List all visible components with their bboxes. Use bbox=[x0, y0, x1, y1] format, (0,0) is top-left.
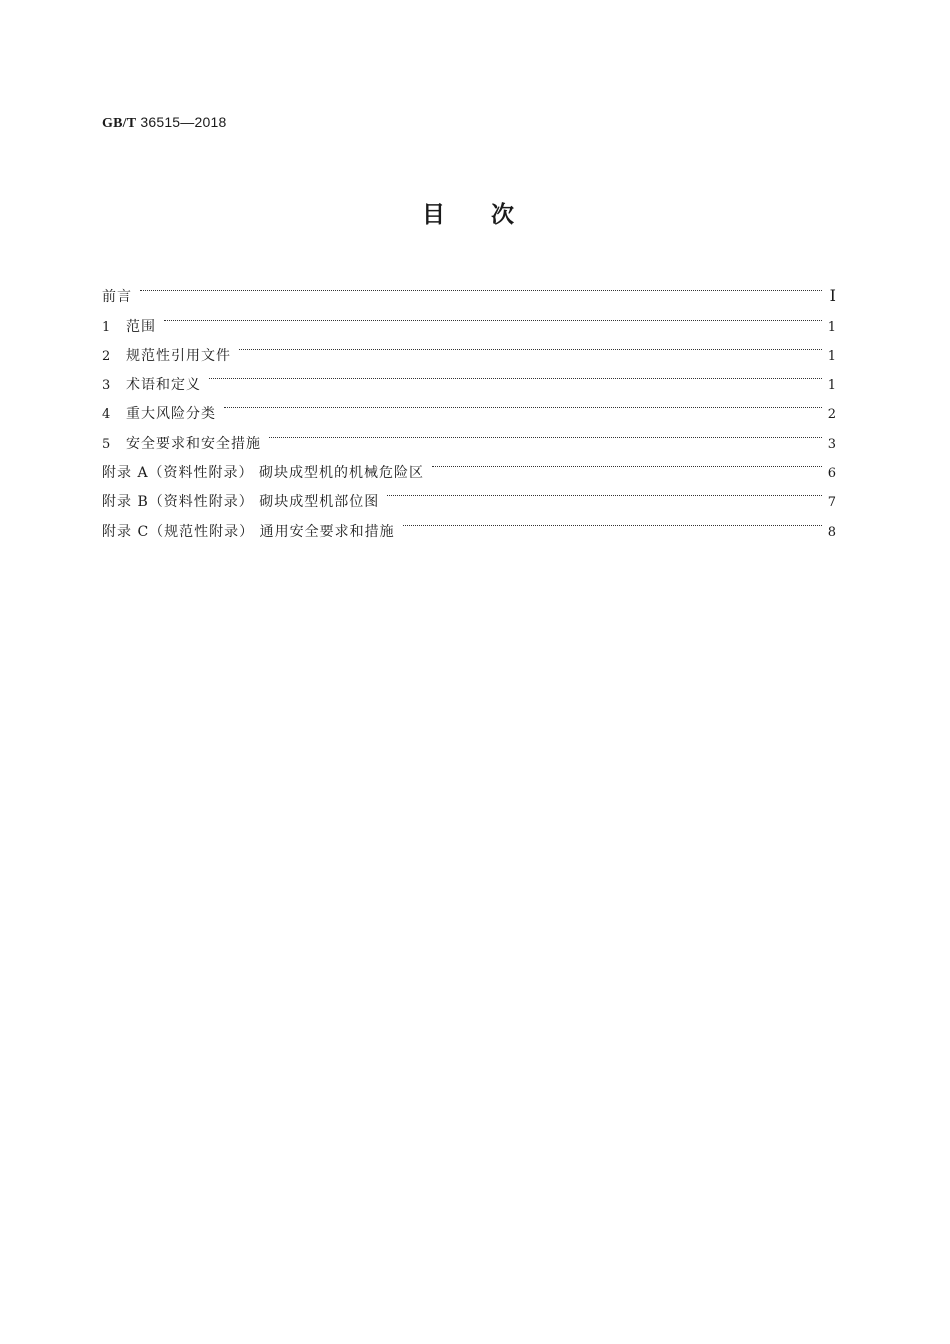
toc-entry-page: 6 bbox=[827, 466, 836, 482]
toc-entry-page: 7 bbox=[827, 495, 836, 511]
toc-entry-label: 规范性引用文件 bbox=[126, 347, 231, 364]
toc-title-char-2: 次 bbox=[491, 202, 514, 228]
toc-entry-page: Ⅰ bbox=[829, 286, 836, 306]
toc-title bbox=[0, 196, 936, 229]
toc-entry-number: 4 bbox=[102, 407, 111, 423]
toc-leader-dots bbox=[432, 448, 822, 477]
toc-entry-label: 附录 C（规范性附录） 通用安全要求和措施 bbox=[102, 523, 395, 540]
toc-entry-number: 3 bbox=[102, 378, 111, 394]
toc-leader-dots bbox=[387, 477, 822, 506]
toc-entry-label: 范围 bbox=[126, 318, 156, 335]
toc-entry-page: 8 bbox=[827, 524, 836, 540]
toc-entry-label: 附录 B（资料性附录） 砌块成型机部位图 bbox=[102, 494, 380, 511]
toc-entry-label: 前言 bbox=[102, 289, 132, 306]
toc-leader-dots bbox=[164, 301, 822, 330]
toc-entry-major-risk-classification[interactable] bbox=[102, 389, 836, 423]
toc-title-char-1: 目 bbox=[422, 202, 445, 228]
toc-entry-page: 2 bbox=[827, 407, 836, 423]
table-of-contents bbox=[102, 272, 836, 540]
standard-code bbox=[102, 114, 226, 132]
toc-entry-scope[interactable] bbox=[102, 301, 836, 335]
toc-entry-preface[interactable] bbox=[102, 272, 836, 306]
standard-prefix: GB/T bbox=[102, 116, 137, 131]
toc-entry-label: 术语和定义 bbox=[126, 377, 201, 394]
toc-entry-page: 1 bbox=[827, 348, 836, 364]
toc-entry-number: 1 bbox=[102, 319, 111, 335]
standard-number: 36515—2018 bbox=[140, 114, 227, 130]
toc-leader-dots bbox=[239, 331, 822, 360]
toc-entry-page: 3 bbox=[827, 436, 836, 452]
toc-leader-dots bbox=[140, 272, 822, 301]
toc-leader-dots bbox=[403, 506, 822, 535]
toc-entry-label: 安全要求和安全措施 bbox=[126, 435, 261, 452]
toc-leader-dots bbox=[209, 360, 822, 389]
toc-leader-dots bbox=[269, 418, 822, 447]
toc-entry-page: 1 bbox=[827, 378, 836, 394]
toc-entry-number: 2 bbox=[102, 348, 111, 364]
toc-entry-number: 5 bbox=[102, 436, 111, 452]
toc-entry-label: 附录 A（资料性附录） 砌块成型机的机械危险区 bbox=[102, 465, 425, 482]
toc-entry-terms-definitions[interactable] bbox=[102, 360, 836, 394]
toc-entry-label: 重大风险分类 bbox=[126, 406, 216, 423]
toc-entry-normative-references[interactable] bbox=[102, 331, 836, 364]
toc-leader-dots bbox=[224, 389, 822, 418]
toc-entry-page: 1 bbox=[827, 319, 836, 335]
